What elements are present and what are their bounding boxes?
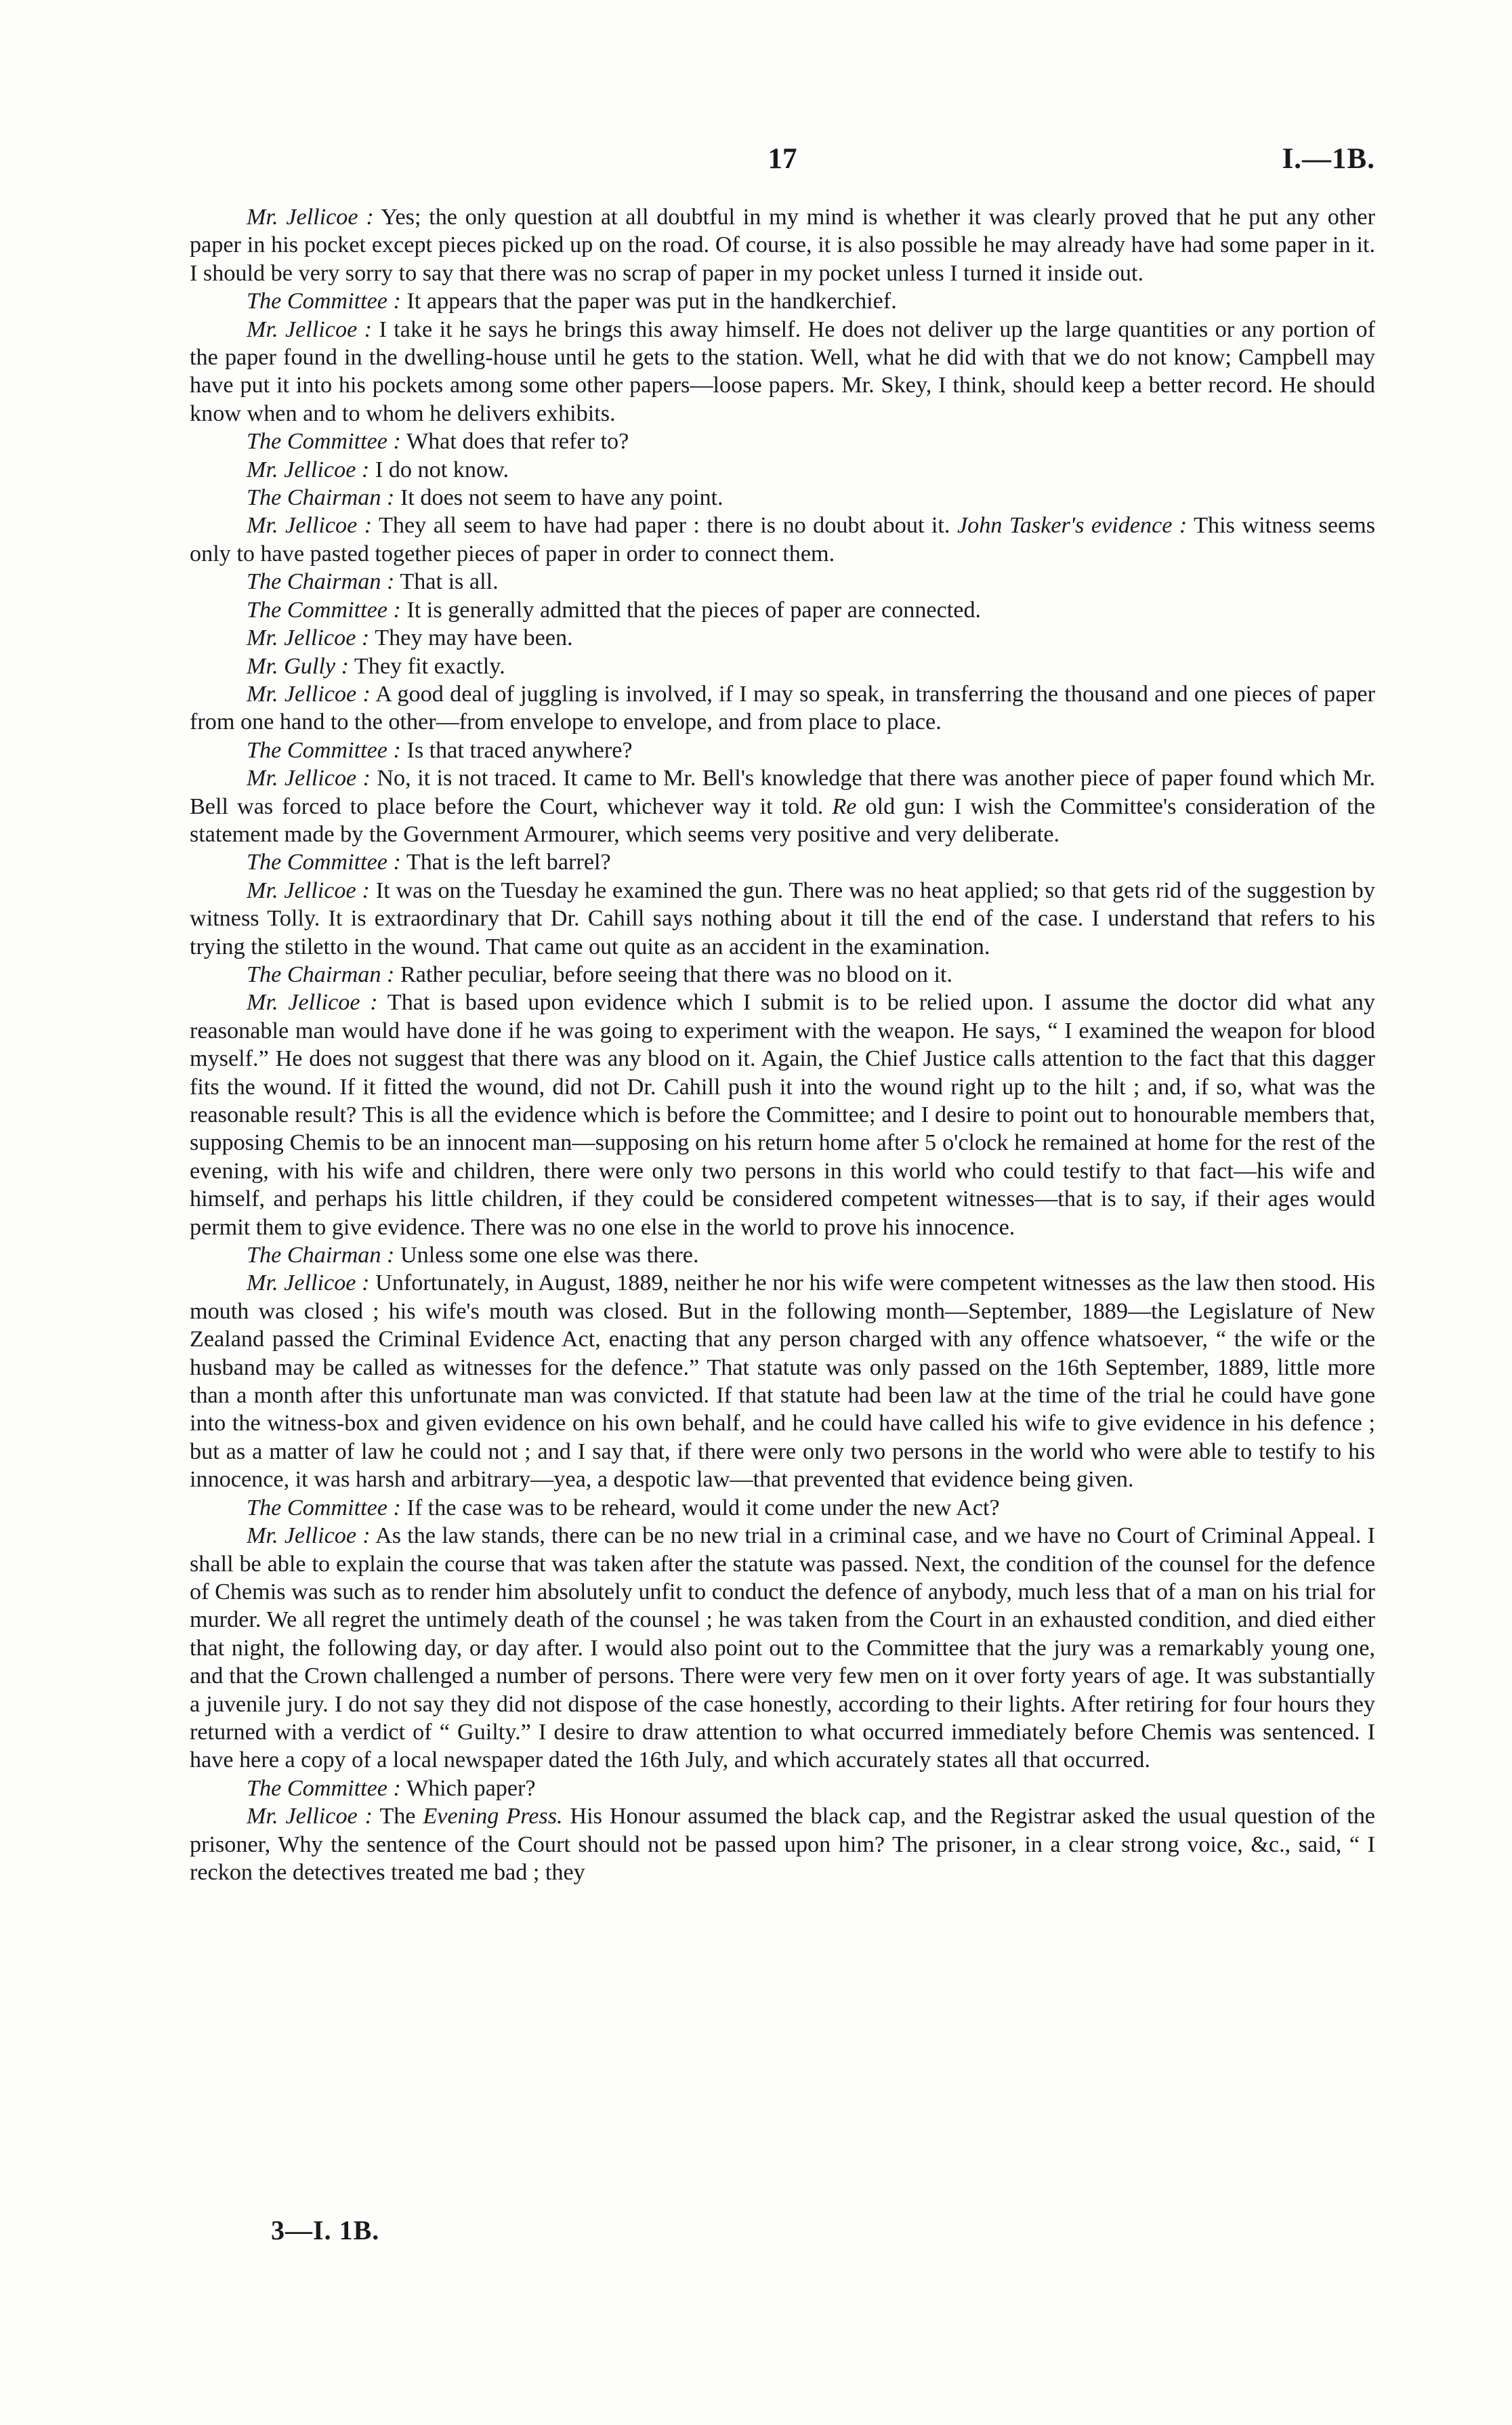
speaker-label: Mr. Jellicoe :	[247, 205, 374, 230]
paragraph-text: It is generally admitted that the pieces of paper are connected.	[400, 597, 982, 623]
paragraph-text-continued: This witness seems only to have pasted together pieces of paper in order to connect them.	[190, 513, 1376, 566]
paragraph	[190, 737, 1375, 764]
paragraph-text-continued: old gun: I wish the Committee's consideration of the statement made by the Government Armourer, which seems very positive and very deliberate.	[190, 793, 1375, 847]
paragraph-text: Yes; the only question at all doubtful in my mind is whether it was clearly proved that he put any other paper in his pocket except pieces picked up on the road. Of course, it is also possible he may already have had some paper in it. I should be very sorry to say that there was no scrap of paper in my pocket unless I turned it inside out.	[190, 205, 1375, 286]
speaker-label: The Committee :	[247, 597, 401, 623]
document-reference: I.—1B.	[1282, 143, 1375, 175]
paragraph-text: No, it is not traced. It came to Mr. Bell's knowledge that there was another piece of paper found which Mr. Bell was forced to place before the Court, whichever way it told.	[190, 766, 1375, 819]
speaker-label: Mr. Jellicoe :	[247, 457, 370, 482]
speaker-label: The Committee :	[247, 850, 401, 875]
page-header	[190, 142, 1375, 183]
paragraph	[190, 680, 1375, 737]
speaker-label: Mr. Jellicoe :	[247, 877, 370, 903]
italic-label: Evening Press.	[415, 1804, 563, 1829]
speaker-label: Mr. Jellicoe :	[247, 990, 378, 1016]
paragraph	[190, 428, 1375, 455]
paragraph-text: I take it he says he brings this away himself. He does not deliver up the large quantities or any portion of the paper found in the dwelling-house until he gets to the station. Well, what he did with that we do not know; Campbell may have put it into his pockets among some other papers—loose papers. Mr. Skey, I think, should keep a better record. He should know when and to whom he delivers exhibits.	[190, 316, 1375, 426]
paragraph	[190, 203, 1375, 287]
speaker-label: Mr. Jellicoe :	[247, 681, 371, 707]
paragraph	[190, 287, 1375, 315]
paragraph	[190, 764, 1375, 848]
paragraph-text: As the law stands, there can be no new trial in a criminal case, and we have no Court of Criminal Appeal. I shall be able to explain the course that was taken after the statute was passed. Next, the condition of the counsel for the defence of Chemis was such as to render him absolutely unfit to conduct the defence of anybody, much less that of a man on his trial for murder. We all regret the untimely death of the counsel ; he was taken from the Court in an exhausted condition, and died either that night, the following day, or day after. I would also point out to the Committee that the jury was a remarkably young one, and that the Crown challenged a number of persons. There were very few men on it over forty years of age. It was substantially a juvenile jury. I do not say they did not dispose of the case honestly, according to their lights. After retiring for four hours they returned with a verdict of “ Guilty.” I desire to draw attention to what occurred immediately before Chemis was sentenced. I have here a copy of a local newspaper dated the 16th July, and which accurately states all that occurred.	[190, 1523, 1375, 1773]
paragraph	[190, 652, 1375, 680]
page-number: 17	[768, 143, 797, 175]
paragraph-text: Unless some one else was there.	[394, 1243, 699, 1268]
paragraph-text: Rather peculiar, before seeing that there was no blood on it.	[394, 961, 953, 987]
paragraph	[190, 596, 1375, 624]
paragraph-text: They all seem to have had paper : there is no doubt about it.	[372, 513, 950, 539]
paragraph	[190, 624, 1375, 652]
paragraph	[190, 877, 1375, 961]
speaker-label: Mr. Jellicoe :	[247, 625, 370, 651]
speaker-label: Mr. Gully :	[247, 653, 349, 679]
paragraph-text-continued: His Honour assumed the black cap, and the Registrar asked the usual question of the prisoner, Why the sentence of the Court should not be passed upon him? The prisoner, in a clear strong voice, &c., said, “ I reckon the detectives treated me bad ; they	[190, 1804, 1375, 1885]
italic-label: John Tasker's evidence :	[950, 513, 1188, 539]
paragraph	[190, 961, 1375, 989]
speaker-label: The Committee :	[247, 737, 401, 763]
paragraph-text: That is the left barrel?	[400, 850, 611, 875]
speaker-label: Mr. Jellicoe :	[247, 1804, 373, 1829]
paragraph-text: What does that refer to?	[400, 429, 629, 455]
speaker-label: The Committee :	[247, 289, 401, 314]
paragraph	[190, 512, 1375, 568]
speaker-label: Mr. Jellicoe :	[247, 316, 373, 342]
speaker-label: The Committee :	[247, 429, 401, 455]
paragraph	[190, 568, 1375, 596]
sheet-signature: 3—I. 1B.	[271, 2215, 380, 2245]
paragraph	[190, 1494, 1375, 1522]
paragraph-text: Which paper?	[400, 1775, 536, 1801]
paragraph	[190, 1775, 1375, 1802]
paragraph-text: A good deal of juggling is involved, if I may so speak, in transferring the thousand and one pieces of paper from one hand to the other—from envelope to envelope, and from place to place.	[190, 681, 1375, 735]
paragraph-text: Is that traced anywhere?	[400, 737, 633, 763]
paragraph	[190, 1241, 1375, 1269]
speaker-label: The Chairman :	[247, 1243, 395, 1268]
speaker-label: The Chairman :	[247, 569, 395, 595]
paragraph	[190, 1269, 1375, 1493]
paragraph	[190, 848, 1375, 876]
speaker-label: Mr. Jellicoe :	[247, 1523, 371, 1549]
paragraph	[190, 1522, 1375, 1775]
body-text	[190, 203, 1375, 1886]
paragraph	[190, 1802, 1375, 1886]
paragraph	[190, 316, 1375, 428]
paragraph-text: It does not seem to have any point.	[394, 485, 723, 511]
speaker-label: The Chairman :	[247, 961, 395, 987]
speaker-label: Mr. Jellicoe :	[247, 513, 373, 539]
paragraph-text: The	[373, 1804, 416, 1829]
paragraph-text: It was on the Tuesday he examined the gun. There was no heat applied; so that gets rid of the suggestion by witness Tolly. It is extraordinary that Dr. Cahill says nothing about it till the end of the case. I understand that refers to his trying the stiletto in the wound. That came out quite as an accident in the examination.	[190, 877, 1375, 959]
speaker-label: The Chairman :	[247, 485, 395, 511]
paragraph-text: They may have been.	[369, 625, 573, 651]
paragraph-text: That is based upon evidence which I submit is to be relied upon. I assume the doctor did what any reasonable man would have done if he was going to experiment with the weapon. He says, “ I examined the weapon for blood myself.” He does not suggest that there was any blood on it. Again, the Chief Justice calls attention to the fact that this dagger fits the wound. If it fitted the wound, did not Dr. Cahill push it into the wound right up to the hilt ; and, if so, what was the reasonable result? This is all the evidence which is before the Committee; and I desire to point out to honourable members that, supposing Chemis to be an innocent man—supposing on his return home after 5 o'clock he remained at home for the rest of the evening, with his wife and children, there were only two persons in this world who could testify to that fact—his wife and himself, and perhaps his little children, if they could be considered competent witnesses—that is to say, if their ages would permit them to give evidence. There was no one else in the world to prove his innocence.	[190, 990, 1375, 1240]
paragraph-text: That is all.	[394, 569, 499, 595]
paragraph-text: Unfortunately, in August, 1889, neither he nor his wife were competent witnesses as the law then stood. His mouth was closed ; his wife's mouth was closed. But in the following month—September, 1889—the Legislature of New Zealand passed the Criminal Evidence Act, enacting that any person charged with any offence whatsoever, “ the wife or the husband may be called as witnesses for the defence.” That statute was only passed on the 16th September, 1889, little more than a month after this unfortunate man was convicted. If that statute had been law at the time of the trial he could have gone into the witness-box and given evidence on his own behalf, and he could have called his wife to give evidence in his defence ; but as a matter of law he could not ; and I say that, if there were only two persons in the world who were able to testify to his innocence, it was harsh and arbitrary—yea, a despotic law—that prevented that evidence being given.	[190, 1270, 1375, 1493]
paragraph-text: I do not know.	[369, 457, 509, 482]
paragraph	[190, 989, 1375, 1241]
paragraph-text: They fit exactly.	[348, 653, 505, 679]
paragraph-text: If the case was to be reheard, would it come under the new Act?	[400, 1495, 1000, 1520]
speaker-label: The Committee :	[247, 1775, 401, 1801]
paragraph-text: It appears that the paper was put in the handkerchief.	[400, 289, 897, 314]
speaker-label: Mr. Jellicoe :	[247, 766, 371, 791]
paragraph	[190, 456, 1375, 484]
paragraph	[190, 484, 1375, 512]
speaker-label: Mr. Jellicoe :	[247, 1270, 370, 1296]
speaker-label: The Committee :	[247, 1495, 401, 1520]
italic-label: Re	[823, 793, 857, 819]
